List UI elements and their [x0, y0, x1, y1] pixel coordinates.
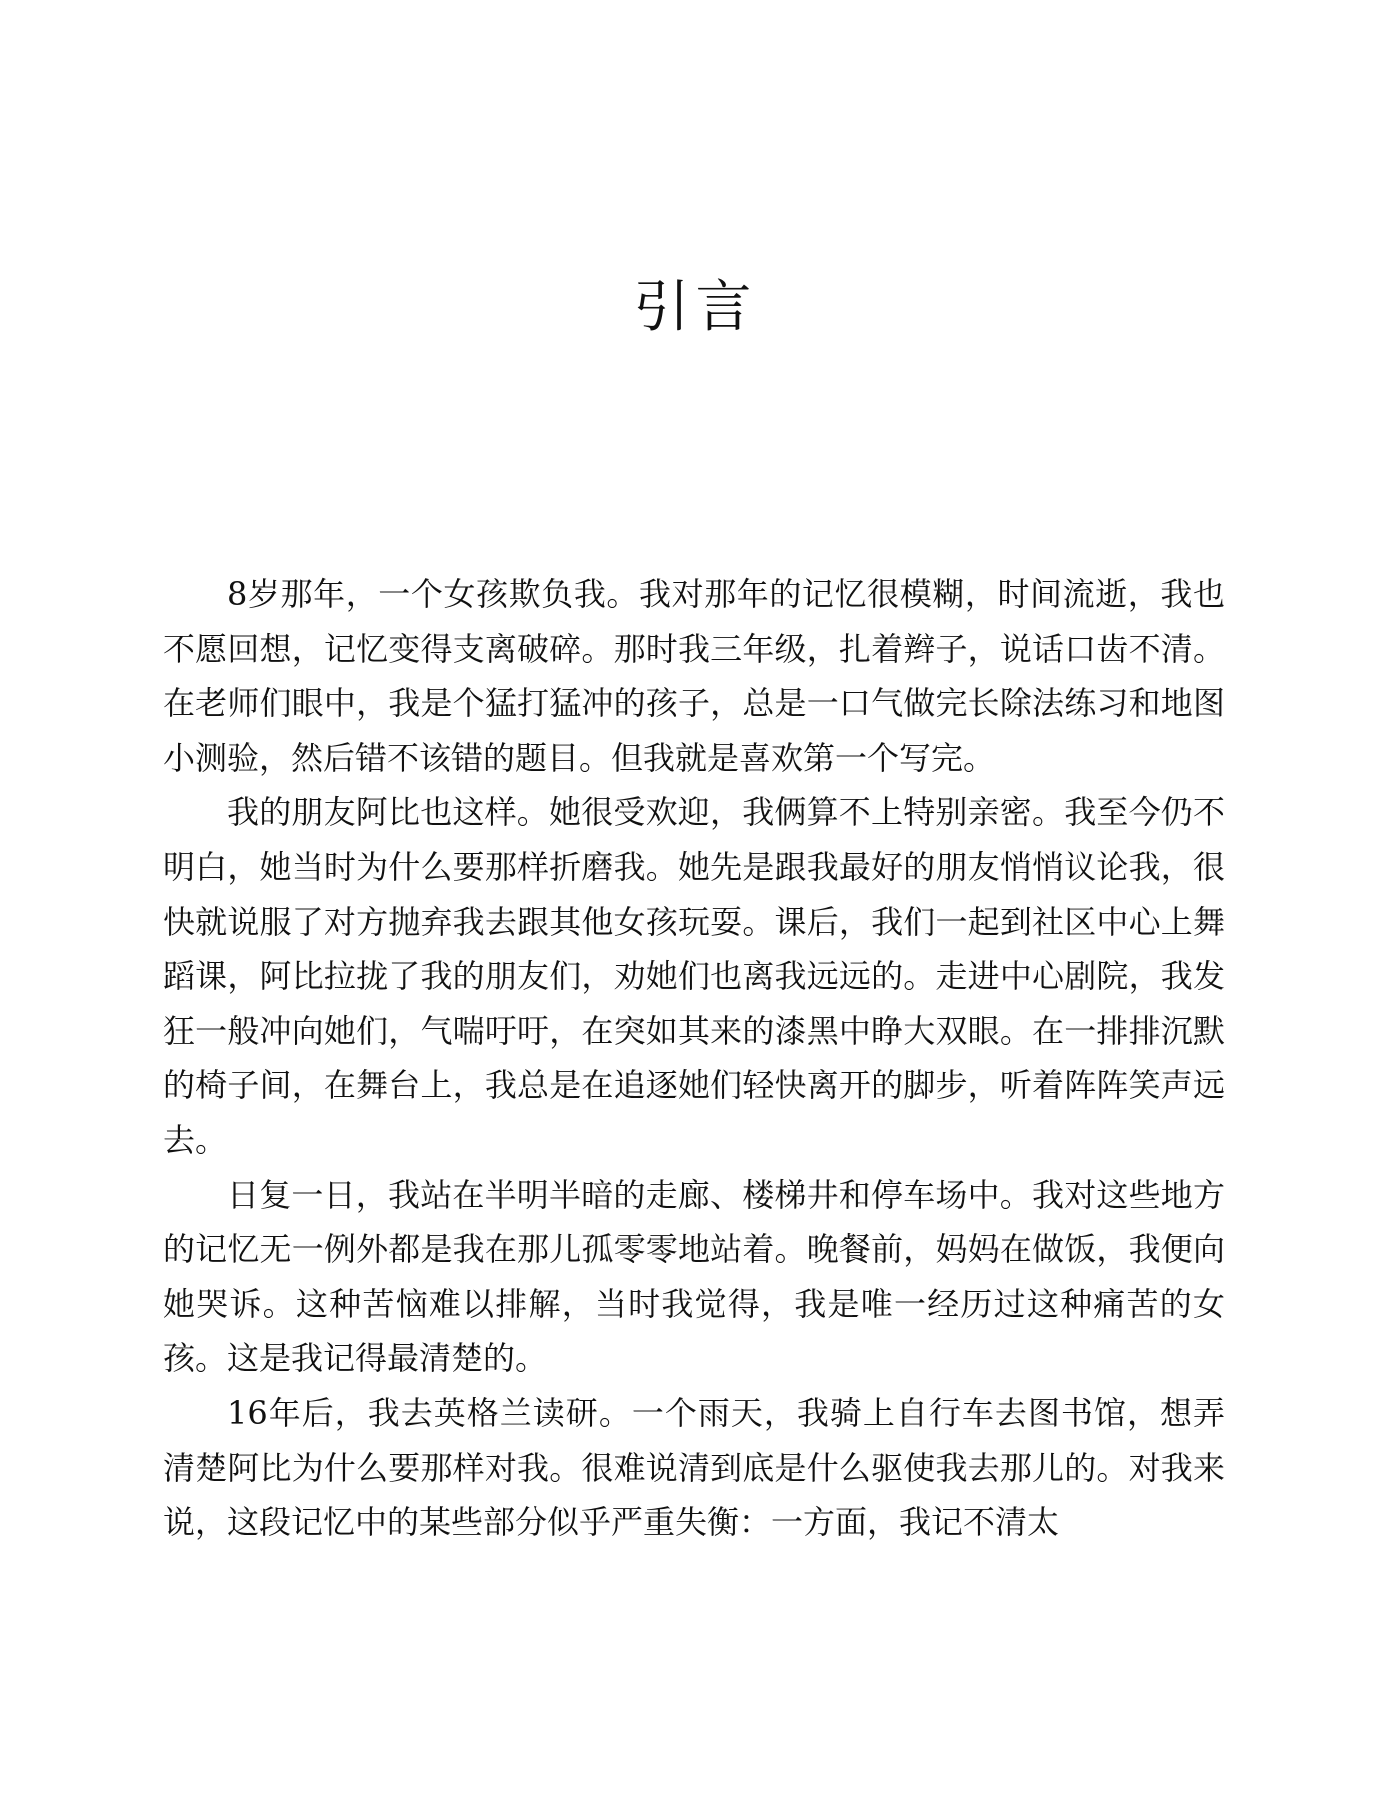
paragraph-2: 我的朋友阿比也这样。她很受欢迎，我俩算不上特别亲密。我至今仍不明白，她当时为什么要那样折磨我。她先是跟我最好的朋友悄悄议论我，很快就说服了对方抛弃我去跟其他女孩玩耍。课后，我们一起到社区中心上舞蹈课，阿比拉拢了我的朋友们，劝她们也离我远远的。走进中心剧院，我发狂一般冲向她们，气喘吁吁，在突如其来的漆黑中睁大双眼。在一排排沉默的椅子间，在舞台上，我总是在追逐她们轻快离开的脚步，听着阵阵笑声远去。 [163, 793, 1225, 1159]
paragraph-3: 日复一日，我站在半明半暗的走廊、楼梯井和停车场中。我对这些地方的记忆无一例外都是我在那儿孤零零地站着。晚餐前，妈妈在做饭，我便向她哭诉。这种苦恼难以排解，当时我觉得，我是唯一经历过这种痛苦的女孩。这是我记得最清楚的。 [163, 1175, 1225, 1378]
paragraph-1: 8岁那年，一个女孩欺负我。我对那年的记忆很模糊，时间流逝，我也不愿回想，记忆变得支离破碎。那时我三年级，扎着辫子，说话口齿不清。在老师们眼中，我是个猛打猛冲的孩子，总是一口气做完长除法练习和地图小测验，然后错不该错的题目。但我就是喜欢第一个写完。 [163, 575, 1225, 777]
body-text [163, 567, 1225, 1550]
chapter-title: 引言 [633, 275, 758, 340]
paragraph-4: 16年后，我去英格兰读研。一个雨天，我骑上自行车去图书馆，想弄清楚阿比为什么要那样对我。很难说清到底是什么驱使我去那儿的。对我来说，这段记忆中的某些部分似乎严重失衡：一方面，我记不清太 [163, 1393, 1225, 1542]
